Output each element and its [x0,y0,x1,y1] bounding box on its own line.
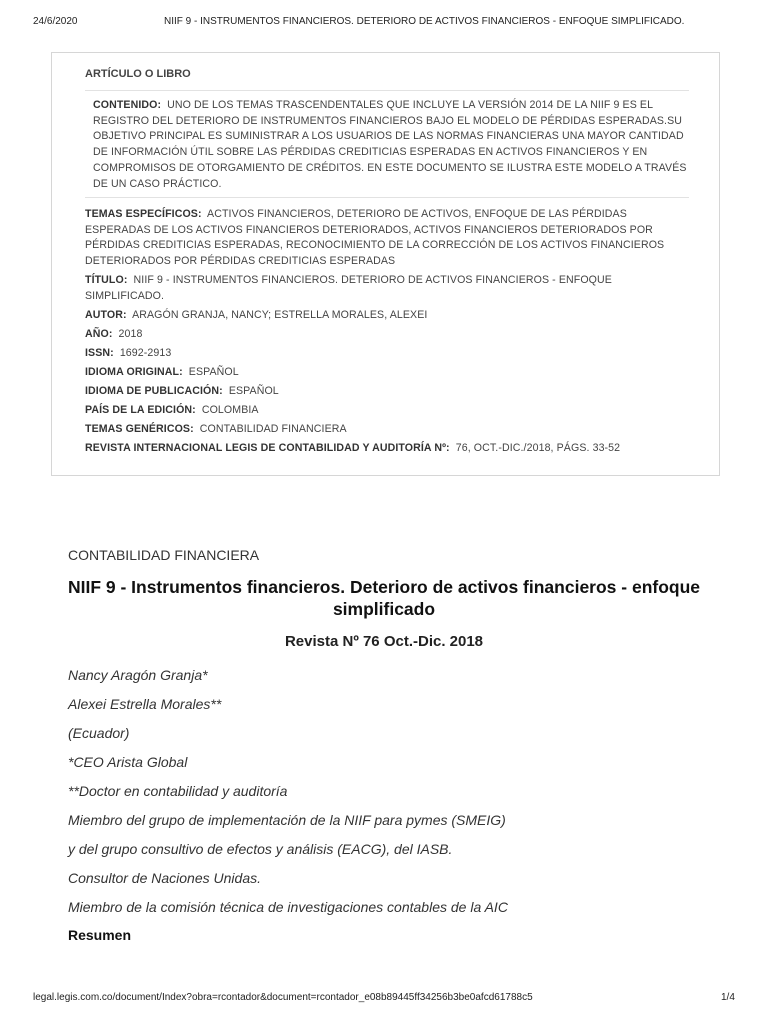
field-value: 1692-2913 [119,346,172,359]
field-value: CONTABILIDAD FINANCIERA [199,422,347,435]
metadata-panel [51,52,720,476]
author-line: Miembro de la comisión técnica de investigaciones contables de la AIC [68,899,508,915]
contenido-block [93,98,689,192]
meta-row-pais-edicion [85,403,689,419]
field-value: ESPAÑOL [228,384,279,397]
author-line: *CEO Arista Global [68,754,188,770]
contenido-value: UNO DE LOS TEMAS TRASCENDENTALES QUE INCLUYE LA VERSIÓN 2014 DE LA NIIF 9 ES EL REGISTRO DEL DETERIORO DE INSTRUMENTOS FINANCIEROS BAJO EL MODELO DE PÉRDIDAS ESPERADAS.SU OBJETIVO PRINCIPAL ES SUMINISTRAR A LOS USUARIOS DE LAS NORMAS FINANCIERAS UNA MAYOR CANTIDAD DE INFORMACIÓN ÚTIL SOBRE LAS PÉRDIDAS CREDITICIAS ESPERADAS EN ACTIVOS FINANCIEROS Y EN COMPROMISOS DE OTORGAMIENTO DE CRÉDITOS. EN ESTE DOCUMENTO SE ILUSTRA ESTE MODELO A TRAVÉS DE UN CASO PRÁCTICO. [93,99,687,190]
print-page-title: NIIF 9 - INSTRUMENTOS FINANCIEROS. DETERIORO DE ACTIVOS FINANCIEROS - ENFOQUE SIMPLIFICADO. [164,16,685,27]
print-url: legal.legis.com.co/document/Index?obra=rcontador&document=rcontador_e08b89445ff34256b3be0afcd61788c5 [33,992,533,1003]
print-footer [0,992,768,1006]
author-credits [68,664,708,925]
field-value: 76, OCT.-DIC./2018, PÁGS. 33-52 [455,441,621,454]
meta-row-anio [85,327,689,343]
author-line: Consultor de Naciones Unidas. [68,870,261,886]
meta-row-temas-genericos [85,422,689,438]
field-label: AÑO: [85,327,113,340]
field-label: ISSN: [85,346,114,359]
meta-row-temas-especificos [85,207,689,270]
author-line: (Ecuador) [68,725,130,741]
field-label: TEMAS ESPECÍFICOS: [85,208,202,220]
article-category: CONTABILIDAD FINANCIERA [68,547,260,563]
field-label: IDIOMA DE PUBLICACIÓN: [85,384,223,397]
document-kind-label: ARTÍCULO O LIBRO [85,68,191,80]
author-line: **Doctor en contabilidad y auditoría [68,783,288,799]
field-label: TÍTULO: [85,274,128,287]
field-value: ARAGÓN GRANJA, NANCY; ESTRELLA MORALES, ALEXEI [132,308,428,321]
meta-row-idioma-original [85,365,689,381]
page-number: 1/4 [721,992,735,1003]
field-value: ACTIVOS FINANCIEROS, DETERIORO DE ACTIVOS, ENFOQUE DE LAS PÉRDIDAS ESPERADAS DE LOS ACTIVOS FINANCIEROS DETERIORADOS, ACTIVOS FINANCIEROS DETERIORADOS POR PÉRDIDAS CREDITICIAS ESPERADAS, RECONOCIMIENTO DE LA CORRECCIÓN DE LOS ACTIVOS FINANCIEROS DETERIORADOS POR PÉRDIDAS CREDITICIAS ESPERADAS [85,208,665,268]
contenido-label: CONTENIDO: [93,99,162,111]
metadata-fields [85,207,689,460]
divider [85,90,689,91]
meta-row-revista [85,441,689,457]
author-line: y del grupo consultivo de efectos y análisis (EACG), del IASB. [68,841,453,857]
author-line: Alexei Estrella Morales** [68,696,222,712]
field-value: 2018 [118,327,143,340]
meta-row-autor [85,308,689,324]
print-header [0,16,768,30]
meta-row-idioma-publicacion [85,384,689,400]
article-issue: Revista Nº 76 Oct.-Dic. 2018 [284,633,484,650]
print-date: 24/6/2020 [33,16,78,27]
meta-row-titulo [85,273,689,304]
field-label: AUTOR: [85,308,127,321]
field-value: COLOMBIA [201,403,259,416]
resumen-heading: Resumen [68,927,132,943]
author-line: Nancy Aragón Granja* [68,667,208,683]
field-value: NIIF 9 - INSTRUMENTOS FINANCIEROS. DETERIORO DE ACTIVOS FINANCIEROS - ENFOQUE SIMPLIFICADO. [85,274,612,302]
field-label: REVISTA INTERNACIONAL LEGIS DE CONTABILIDAD Y AUDITORÍA Nº: [85,441,450,454]
field-label: PAÍS DE LA EDICIÓN: [85,403,196,416]
field-label: IDIOMA ORIGINAL: [85,365,183,378]
field-label: TEMAS GENÉRICOS: [85,422,194,435]
article-title: NIIF 9 - Instrumentos financieros. Deterioro de activos financieros - enfoque simplificado [67,577,701,619]
divider [85,197,689,198]
meta-row-issn [85,346,689,362]
field-value: ESPAÑOL [188,365,239,378]
author-line: Miembro del grupo de implementación de la NIIF para pymes (SMEIG) [68,812,506,828]
